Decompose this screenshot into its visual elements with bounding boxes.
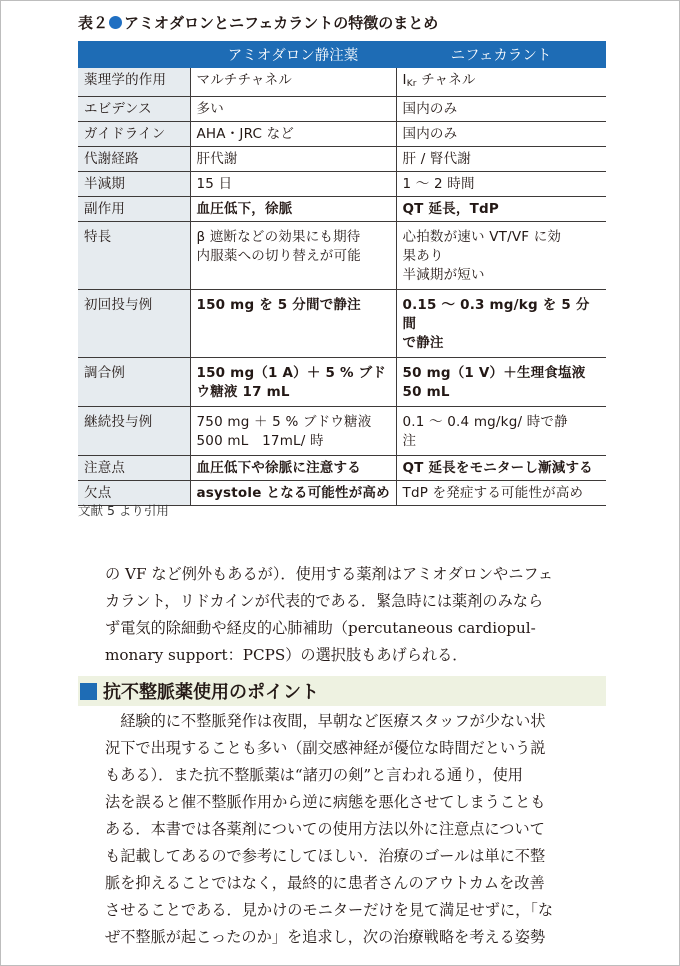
cell-amiodarone: 150 mg（1 A）＋ 5 % ブド ウ糖液 17 mL [190,358,396,407]
cell-amiodarone: 血圧低下や徐脈に注意する [190,456,396,481]
cell-nifekalant: 1 〜 2 時間 [396,172,606,197]
cell-nifekalant: 肝 / 腎代謝 [396,147,606,172]
cell-amiodarone: 血圧低下，徐脈 [190,197,396,222]
table-row [78,97,606,122]
row-label: エビデンス [78,97,190,122]
cell-nifekalant: 国内のみ [396,122,606,147]
table-source-note: 文献 5 より引用 [78,503,169,518]
table-row [78,358,606,407]
ikr-subscript: Kr [406,79,417,89]
cell-nifekalant: QT 延長をモニターし漸減する [396,456,606,481]
cell-amiodarone: 肝代謝 [190,147,396,172]
table-header-row [78,41,606,68]
table-row [78,290,606,358]
row-label: 欠点 [78,481,190,506]
table-row [78,197,606,222]
cell-nifekalant: 0.15 〜 0.3 mg/kg を 5 分間 で静注 [396,290,606,358]
cell-amiodarone: マルチチャネル [190,68,396,97]
cell-nifekalant: TdP を発症する可能性が高め [396,481,606,506]
blue-square-icon [80,683,97,700]
table-row [78,407,606,456]
section-heading [78,676,606,706]
cell-nifekalant [396,68,606,97]
cell-amiodarone: asystole となる可能性が高め [190,481,396,506]
cell-amiodarone: 多い [190,97,396,122]
cell-nifekalant: 心拍数が速い VT/VF に効 果あり 半減期が短い [396,222,606,290]
cell-nifekalant: QT 延長，TdP [396,197,606,222]
row-label: 特長 [78,222,190,290]
row-label: ガイドライン [78,122,190,147]
table-caption [78,12,438,33]
header-amiodarone: アミオダロン静注薬 [190,41,396,68]
body-paragraph-2: 経験的に不整脈発作は夜間，早朝など医療スタッフが少ない状 況下で出現することも多い（副交感神経が優位な時間だという説 もある）．また抗不整脈薬は“諸刃の剣”と言われる通り，使用 法を誤ると催不整脈作用から逆に病態を悪化させてしまうことも ある．本書では各薬剤についての使用方法以外に注意点について も記載してあるので参考にしてほしい．治療のゴールは単に不整 脈を抑えることではなく，最終的に患者さんのアウトカムを改善 させることである．見かけのモニターだけを見て満足せずに，「な ぜ不整脈が起こったのか」を追求し，次の治療戦略を考える姿勢 [105,712,554,946]
section-title: 抗不整脈薬使用のポイント [103,682,319,703]
table-row [78,68,606,97]
row-label: 半減期 [78,172,190,197]
table-row [78,222,606,290]
cell-nifekalant: 国内のみ [396,97,606,122]
ikr-main: I [402,72,407,88]
cell-nifekalant: 50 mg（1 V）＋生理食塩液 50 mL [396,358,606,407]
header-nifekalant: ニフェカラント [396,41,606,68]
blue-circle-icon [109,16,122,29]
cell-amiodarone: AHA・JRC など [190,122,396,147]
cell-amiodarone: β 遮断などの効果にも期待 内服薬への切り替えが可能 [190,222,396,290]
row-label: 初回投与例 [78,290,190,358]
cell-amiodarone: 150 mg を 5 分間で静注 [190,290,396,358]
table-title-text: アミオダロンとニフェカラントの特徴のまとめ [124,14,439,32]
body-paragraph-1: の VF など例外もあるが）．使用する薬剤はアミオダロンやニフェ カラント，リドカインが代表的である．緊急時には薬剤のみなら ず電気的除細動や経皮的心肺補助（percutaneous cardiopul- monary support：PCPS）の選択肢もあげられる． [105,565,554,664]
row-label: 継続投与例 [78,407,190,456]
row-label: 調合例 [78,358,190,407]
table-row [78,456,606,481]
table-number: 表２ [78,14,109,32]
table-row [78,122,606,147]
header-empty [78,41,190,68]
row-label: 代謝経路 [78,147,190,172]
table-row [78,147,606,172]
cell-amiodarone: 15 日 [190,172,396,197]
ikr-rest: チャネル [416,72,476,88]
row-label: 薬理学的作用 [78,68,190,97]
cell-nifekalant: 0.1 〜 0.4 mg/kg/ 時で静 注 [396,407,606,456]
table-row [78,172,606,197]
cell-amiodarone: 750 mg ＋ 5 % ブドウ糖液 500 mL 17mL/ 時 [190,407,396,456]
comparison-table [78,41,606,506]
row-label: 注意点 [78,456,190,481]
row-label: 副作用 [78,197,190,222]
